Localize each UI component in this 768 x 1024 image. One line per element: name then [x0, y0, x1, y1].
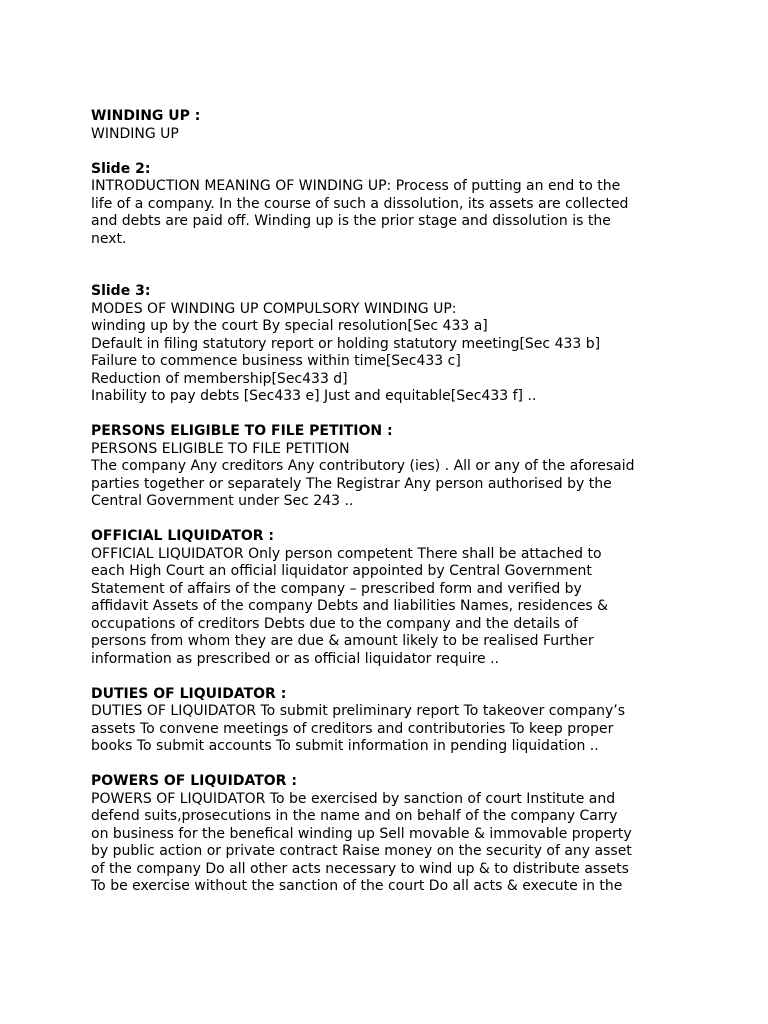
section-heading: DUTIES OF LIQUIDATOR :: [91, 685, 287, 702]
text-line: Default in filing statutory report or holding statutory meeting[Sec 433 b]: [91, 335, 601, 352]
text-line: defend suits,prosecutions in the name and on behalf of the company Carry: [91, 808, 618, 824]
text-line: DUTIES OF LIQUIDATOR To submit preliminary report To takeover company’s: [91, 703, 626, 719]
text-line: PERSONS ELIGIBLE TO FILE PETITION: [91, 440, 350, 457]
section-powers-of-liquidator: [91, 773, 691, 896]
text-line: each High Court an official liquidator appointed by Central Government: [91, 563, 592, 579]
section-heading: Slide 3:: [91, 283, 151, 299]
text-line: OFFICIAL LIQUIDATOR Only person competent There shall be attached to: [91, 545, 602, 562]
text-line: INTRODUCTION MEANING OF WINDING UP: Process of putting an end to the: [91, 178, 621, 194]
section-persons-eligible: [91, 423, 691, 511]
text-line: The company Any creditors Any contributory (ies) . All or any of the aforesaid: [91, 458, 635, 474]
text-line: To be exercise without the sanction of the court Do all acts & execute in the: [91, 878, 623, 894]
text-line: on business for the benefical winding up Sell movable & immovable property: [91, 825, 632, 842]
text-line: occupations of creditors Debts due to the company and the details of: [91, 615, 578, 632]
section-winding-up: [91, 108, 691, 143]
text-line: next.: [91, 230, 127, 247]
text-line: MODES OF WINDING UP COMPULSORY WINDING UP:: [91, 300, 457, 317]
section-heading: Slide 2:: [91, 160, 151, 177]
text-line: of the company Do all other acts necessary to wind up & to distribute assets: [91, 860, 629, 877]
section-duties-of-liquidator: [91, 686, 691, 756]
section-official-liquidator: [91, 528, 691, 668]
section-slide-2: [91, 161, 691, 249]
section-slide-3: [91, 283, 691, 406]
text-line: and debts are paid off. Winding up is the prior stage and dissolution is the: [91, 213, 611, 229]
text-line: parties together or separately The Registrar Any person authorised by the: [91, 475, 612, 492]
text-line: Statement of affairs of the company – prescribed form and verified by: [91, 580, 582, 597]
section-heading: WINDING UP :: [91, 108, 201, 124]
text-line: winding up by the court By special resolution[Sec 433 a]: [91, 318, 488, 334]
text-line: persons from whom they are due & amount likely to be realised Further: [91, 633, 594, 649]
text-line: Failure to commence business within time[Sec433 c]: [91, 353, 461, 369]
text-line: Reduction of membership[Sec433 d]: [91, 370, 348, 387]
text-line: life of a company. In the course of such a dissolution, its assets are collected: [91, 195, 629, 212]
section-heading: POWERS OF LIQUIDATOR :: [91, 773, 297, 789]
text-line: books To submit accounts To submit information in pending liquidation ..: [91, 738, 599, 754]
document-page: [91, 108, 691, 913]
text-line: POWERS OF LIQUIDATOR To be exercised by sanction of court Institute and: [91, 790, 616, 807]
text-line: Inability to pay debts [Sec433 e] Just and equitable[Sec433 f] ..: [91, 388, 537, 404]
text-line: WINDING UP: [91, 125, 179, 142]
text-line: by public action or private contract Raise money on the security of any asset: [91, 843, 632, 859]
text-line: Central Government under Sec 243 ..: [91, 493, 354, 509]
section-heading: PERSONS ELIGIBLE TO FILE PETITION :: [91, 423, 393, 439]
text-line: information as prescribed or as official liquidator require ..: [91, 650, 499, 667]
text-line: affidavit Assets of the company Debts and liabilities Names, residences &: [91, 598, 609, 614]
text-line: assets To convene meetings of creditors and contributories To keep proper: [91, 720, 614, 737]
section-heading: OFFICIAL LIQUIDATOR :: [91, 528, 275, 544]
